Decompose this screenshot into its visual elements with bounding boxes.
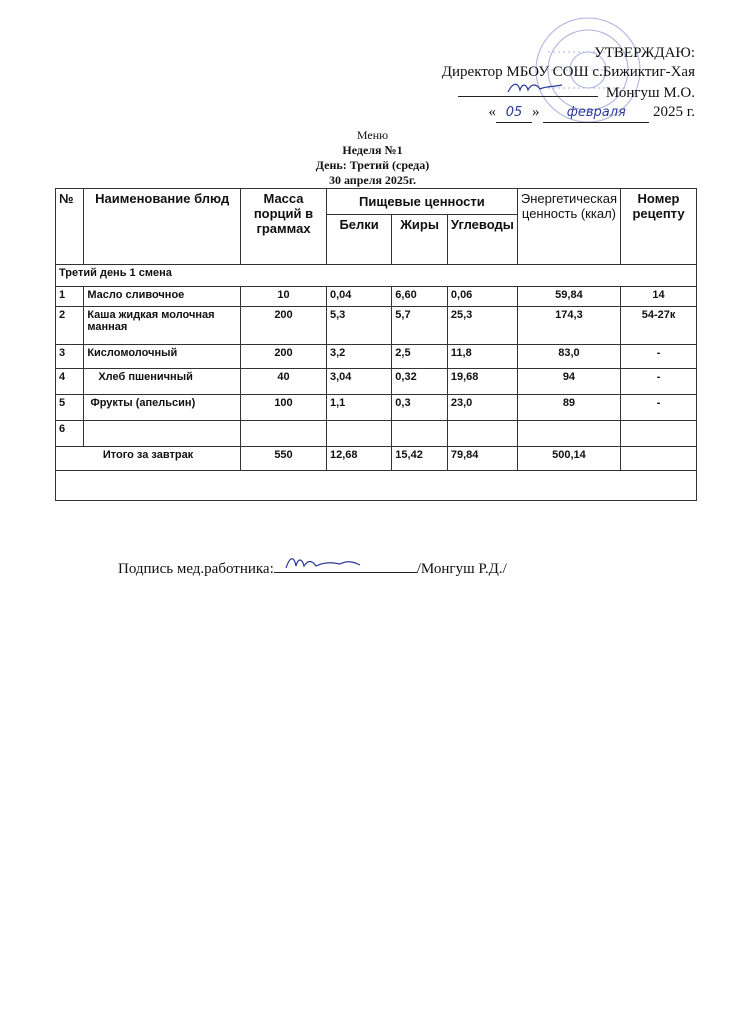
row-recipe: - <box>621 369 697 395</box>
row-carbs: 25,3 <box>447 307 517 345</box>
row-energy: 59,84 <box>517 287 620 307</box>
total-label: Итого за завтрак <box>56 447 241 471</box>
row-mass: 100 <box>241 395 327 421</box>
date-quote-open: « <box>488 104 497 120</box>
row-energy: 89 <box>517 395 620 421</box>
approval-date <box>355 103 695 123</box>
row-carbs: 23,0 <box>447 395 517 421</box>
row-num: 2 <box>56 307 84 345</box>
date-year: 2025 г. <box>653 104 695 120</box>
heading-week: Неделя №1 <box>342 143 403 157</box>
row-protein: 3,04 <box>326 369 391 395</box>
col-header-carbs: Углеводы <box>447 215 517 265</box>
row-dish: Хлеб пшеничный <box>84 369 241 395</box>
row-protein: 5,3 <box>326 307 391 345</box>
col-header-protein: Белки <box>326 215 391 265</box>
total-mass: 550 <box>241 447 327 471</box>
heading-menu: Меню <box>356 128 389 142</box>
row-num: 6 <box>56 421 84 447</box>
row-dish: Масло сливочное <box>84 287 241 307</box>
row-fat: 0,32 <box>392 369 448 395</box>
row-fat <box>392 421 448 447</box>
col-header-mass: Масса порций в граммах <box>241 189 327 265</box>
col-header-fat: Жиры <box>392 215 448 265</box>
row-recipe: - <box>621 395 697 421</box>
heading-date: 30 апреля 2025г. <box>328 173 417 187</box>
col-header-name: Наименование блюд <box>84 189 241 265</box>
row-mass <box>241 421 327 447</box>
row-carbs: 11,8 <box>447 345 517 369</box>
total-recipe <box>621 447 697 471</box>
row-num: 1 <box>56 287 84 307</box>
total-energy: 500,14 <box>517 447 620 471</box>
table-row <box>56 421 697 447</box>
row-num: 4 <box>56 369 84 395</box>
menu-heading <box>0 128 745 188</box>
approval-title: УТВЕРЖДАЮ: <box>594 45 695 61</box>
medical-signature-label: Подпись мед.работника: <box>118 561 274 577</box>
date-month: февраля <box>543 103 649 123</box>
row-dish: Фрукты (апельсин) <box>84 395 241 421</box>
row-fat: 6,60 <box>392 287 448 307</box>
medical-signature-icon <box>274 554 417 572</box>
col-header-recipe: Номер рецепту <box>621 189 697 265</box>
row-recipe <box>621 421 697 447</box>
row-carbs: 0,06 <box>447 287 517 307</box>
row-recipe: 54-27к <box>621 307 697 345</box>
shift-label: Третий день 1 смена <box>56 265 697 287</box>
row-energy: 83,0 <box>517 345 620 369</box>
row-energy: 94 <box>517 369 620 395</box>
row-energy <box>517 421 620 447</box>
approval-position: Директор МБОУ СОШ с.Бижиктиг-Хая <box>441 64 695 80</box>
row-recipe: - <box>621 345 697 369</box>
table-row <box>56 287 697 307</box>
row-num: 3 <box>56 345 84 369</box>
total-protein: 12,68 <box>326 447 391 471</box>
medical-signature-field <box>274 558 417 573</box>
row-carbs <box>447 421 517 447</box>
table-row <box>56 395 697 421</box>
menu-table <box>55 188 697 501</box>
row-protein <box>326 421 391 447</box>
empty-row <box>56 471 697 501</box>
medical-signature-name: /Монгуш Р.Д./ <box>416 561 507 577</box>
col-header-energy: Энергетическая ценность (ккал) <box>517 189 620 265</box>
approval-name: Монгуш М.О. <box>605 85 695 101</box>
row-protein: 3,2 <box>326 345 391 369</box>
table-row <box>56 307 697 345</box>
date-day: 05 <box>496 103 532 123</box>
row-mass: 200 <box>241 307 327 345</box>
row-energy: 174,3 <box>517 307 620 345</box>
approval-block <box>355 44 695 123</box>
row-num: 5 <box>56 395 84 421</box>
row-mass: 40 <box>241 369 327 395</box>
row-fat: 5,7 <box>392 307 448 345</box>
total-row <box>56 447 697 471</box>
row-carbs: 19,68 <box>447 369 517 395</box>
row-protein: 0,04 <box>326 287 391 307</box>
col-header-nutrition: Пищевые ценности <box>326 189 517 215</box>
date-quote-close: » <box>532 104 540 120</box>
total-fat: 15,42 <box>392 447 448 471</box>
row-mass: 200 <box>241 345 327 369</box>
medical-signature-line <box>118 558 507 578</box>
approval-signature-line <box>355 82 695 103</box>
row-fat: 0,3 <box>392 395 448 421</box>
row-protein: 1,1 <box>326 395 391 421</box>
table-row <box>56 345 697 369</box>
row-mass: 10 <box>241 287 327 307</box>
row-dish: Кисломолочный <box>84 345 241 369</box>
empty-cell <box>56 471 697 501</box>
director-signature-icon <box>458 80 598 96</box>
row-dish <box>84 421 241 447</box>
row-dish: Каша жидкая молочная манная <box>84 307 241 345</box>
table-row <box>56 369 697 395</box>
total-carbs: 79,84 <box>447 447 517 471</box>
row-recipe: 14 <box>621 287 697 307</box>
row-fat: 2,5 <box>392 345 448 369</box>
director-signature-field <box>458 82 598 97</box>
col-header-num: № <box>56 189 84 265</box>
heading-day: День: Третий (среда) <box>315 158 430 172</box>
